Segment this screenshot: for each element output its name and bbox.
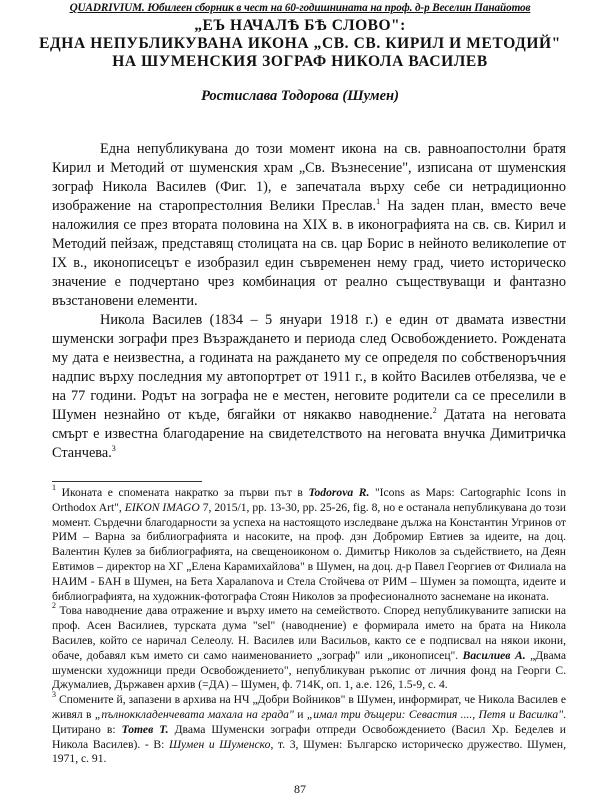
- footnote-3: [52, 690, 567, 767]
- footnote-number: 2: [52, 601, 56, 611]
- footnote-ref-2[interactable]: 2: [432, 406, 437, 415]
- footnote-text: , т. 3, Шумен: Българско историческо дружество. Шумен, 1971, с. 91.: [52, 737, 567, 766]
- footnote-ref-3[interactable]: 3: [111, 444, 116, 453]
- footnote-number: 3: [52, 690, 56, 700]
- paragraph-text: Никола Василев (1834 – 5 януари 1918 г.) е един от двамата известни шуменски зографи през Възраждането и периода след Освобождението. Рождената му дата е неизвестна, а годината на раждането му се определя по собственоръчния надпис върху последния му автопортрет от 1911 г., в който Василев отбелязва, че е на 77 години. Родът на зографа не е местен, неговите родители са се преселили в Шумен незнайно от къде, бягайки от някакво наводнение.: [52, 312, 566, 423]
- footnote-separator: [52, 481, 202, 482]
- paragraph-1: [52, 140, 566, 311]
- footnote-text: Двама Шуменски зографи отпреди Освобождението (Васил Хр. Беделев и Никола Василев). - В:: [52, 722, 566, 751]
- footnote-text: "Icons as Maps: Cartographic Icons in Orthodox Art",: [52, 486, 566, 514]
- footnotes: [52, 483, 567, 767]
- title-epigraph: „ЕЪ НАЧАЛѢ БѢ СЛОВО":: [194, 17, 406, 34]
- paragraph-text: На заден план, вместо вече наложилия се през втората половина на XIX в. в иконографията на св. св. Кирил и Методий пейзаж, представящ столицата на св. цар Борис в нейното великолепие от IX в., иконописецът е изобразил един съвременен нему град, чието историческо значение е подчертано чрез комбинация от реално съществуващи и фантазно възстановени елементи.: [52, 198, 566, 309]
- footnote-ref-1[interactable]: 1: [376, 197, 381, 206]
- footnote-text: Това наводнение дава отражение и върху името на семейството. Според непубликуваните записки на проф. Асен Василиев, турската дума "sel" (наводнение) е формирала името на брата на Никола Василев, който се наричал Селеолу. Н. Василев или Васильов, както се е подписвал на някои икони, обаче, добавял към името си само наименованието „зограф" или „иконописец".: [52, 604, 566, 662]
- footnote-number: 1: [52, 483, 56, 492]
- footnote-2: [52, 601, 566, 693]
- article-title: [20, 17, 580, 71]
- footnote-text: и: [293, 707, 307, 721]
- footnote-1: [52, 483, 566, 604]
- cited-author: Тотев Т.: [121, 722, 169, 736]
- paragraph-text: Датата на неговата смърт е известна благодарение на свидетелството на неговата внучка Димитричка Станчева.: [52, 407, 567, 461]
- footnote-text: . Цитирано в:: [52, 707, 566, 736]
- footnote-text: Спомените й, запазени в архива на НЧ „Добри Войников" в Шумен, информират, че Никола Василев е живял в: [52, 693, 566, 721]
- footnote-text: Иконата е спомената накратко за първи път в: [56, 486, 309, 499]
- footnote-text: „Двама шуменски художници преди Освобождението", непубликуван ръкопис от личния фонд на Георги С. Джумалиев, Държавен архив (=ДА) – Шумен, ф. 714К, оп. 1, а.е. 126, 1.5-9, с. 4.: [52, 648, 566, 692]
- paragraph-text: Една непубликувана до този момент икона на св. равноапостолни братя Кирил и Методий от шуменския храм „Св. Възнесение", изписана от шуменския зограф Никола Василев (Фиг. 1), е запечатала върху себе си нетрадиционно изображение на старопрестолния Велики Преслав.: [52, 141, 566, 214]
- quoted-text: „имал три дъщери: Севастия ...., Петя и Василка": [306, 707, 564, 721]
- title-sub-line: НА ШУМЕНСКИЯ ЗОГРАФ НИКОЛА ВАСИЛЕВ: [112, 53, 488, 70]
- quoted-text: „пълноккладенчевата махала на града": [94, 707, 294, 721]
- cited-author: Todorova R.: [308, 486, 370, 499]
- cited-book: Шумен и Шуменско: [168, 737, 271, 751]
- page-number: 87: [294, 782, 306, 796]
- cited-journal: EIKON IMAGO: [124, 500, 200, 514]
- footnote-text: 7, 2015/1, pp. 13-30, pp. 25-26, fig. 8, но е останала непубликувана до този момент. Сърдечни благодарности за успеха на настоящото изследване дължа на Константин Угринов от РИМ – Варна за библиографията и насоките, на проф. дзн Добромир Евтиев за идеите, на доц. Валентин Кулев за библиографията, на свещеноиконом о. Димитър Николов за съдействието, на Деян Евтимов – директор на ХГ „Елена Карамихайлова" в Шумен, на доц. д-р Павел Георгиев от Филиала на НАИМ - БАН в Шумен, на Бета Харалanova и Стела Стойчева от РИМ – Шумен за помощта, идеите и библиографията, на художник-фотографа Стоян Николов за професионалното заснемане на иконата.: [52, 500, 566, 603]
- cited-author: Василиев А.: [462, 648, 526, 662]
- author-byline: Ростислава Тодорова (Шумен): [201, 88, 399, 104]
- title-main-line: ЕДНА НЕПУБЛИКУВАНА ИКОНА „СВ. СВ. КИРИЛ И МЕТОДИЙ": [39, 35, 561, 52]
- article-body: [52, 140, 566, 463]
- paragraph-2: [52, 311, 566, 463]
- running-head: QUADRIVIUM. Юбилеен сборник в чест на 60-годишнината на проф. д-р Веселин Панайотов: [69, 2, 531, 14]
